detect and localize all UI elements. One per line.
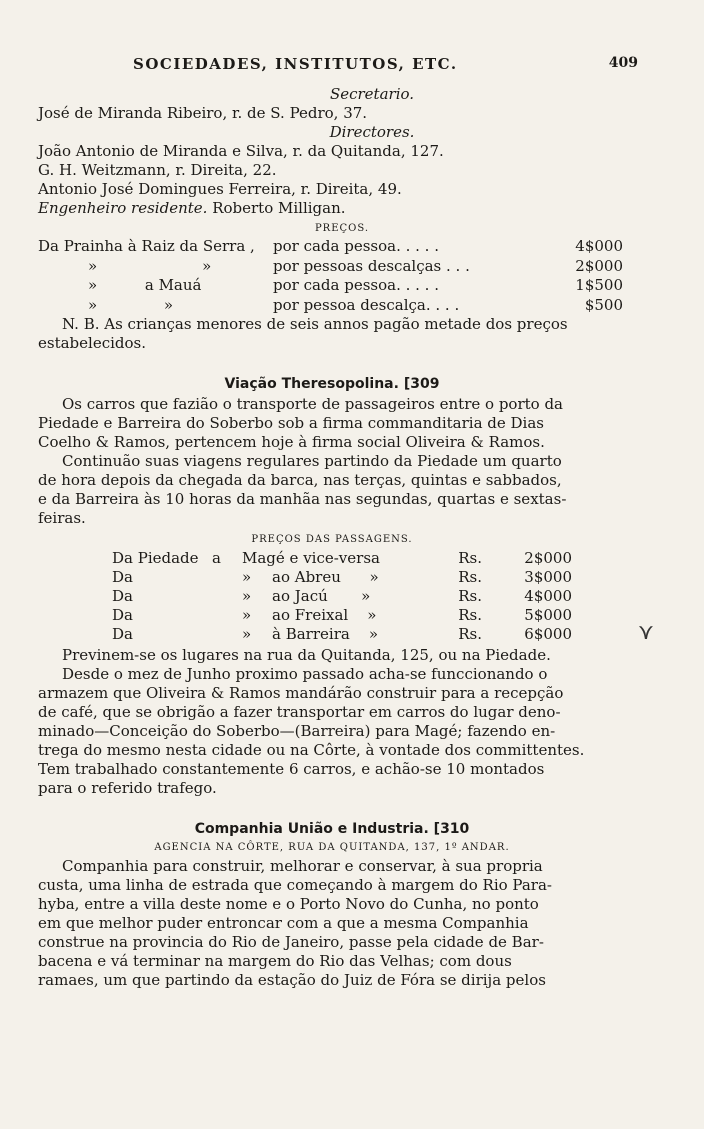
- margin-mark-icon: ⋎: [637, 620, 654, 645]
- secretario-label: Secretario.: [329, 85, 415, 103]
- companhia-agency: AGENCIA NA CÔRTE, RUA DA QUITANDA, 137, 1º ANDAR.: [154, 842, 510, 853]
- engenheiro-label: Engenheiro residente.: [38, 199, 208, 217]
- pass-price: 2$000: [524, 549, 572, 567]
- viacao-paragraph-2: [38, 646, 626, 798]
- secretario-line: José de Miranda Ribeiro, r. de S. Pedro, 37.: [38, 104, 368, 122]
- passagens-label: PREÇOS DAS PASSAGENS.: [251, 534, 413, 545]
- price-row: [38, 237, 626, 257]
- pass-price: 3$000: [524, 568, 572, 586]
- pass-from: Da: [112, 625, 133, 643]
- pass-rs: Rs.: [458, 606, 482, 624]
- nb-line-1: N. B. As crianças menores de seis annos pagão metade dos preços: [62, 315, 568, 333]
- passagem-row: [112, 549, 572, 568]
- viacao-line: Desde o mez de Junho proximo passado acha-se funccionando o: [62, 665, 548, 683]
- viacao-line: Previnem-se os lugares na rua da Quitanda, 125, ou na Piedade.: [62, 646, 551, 664]
- passagem-row: [112, 606, 572, 625]
- pass-prep: »: [242, 606, 252, 624]
- price-row: [38, 276, 626, 296]
- document-page: [38, 55, 638, 990]
- passagem-row: [112, 625, 572, 644]
- price-value: $500: [584, 295, 623, 314]
- pass-dest: ao Abreu »: [272, 568, 379, 586]
- pass-price: 5$000: [524, 606, 572, 624]
- viacao-line: feiras.: [38, 509, 86, 527]
- pass-price: 4$000: [524, 587, 572, 605]
- pass-prep: »: [242, 587, 252, 605]
- viacao-title: Viação Theresopolina. [309: [224, 376, 440, 392]
- price-desc: por cada pessoa. . . . .: [273, 276, 439, 294]
- prices-table: [38, 237, 626, 315]
- viacao-line: minado—Conceição do Soberbo—(Barreira) para Magé; fazendo en-: [38, 722, 556, 740]
- price-desc: por pessoas descalças . . .: [273, 256, 470, 275]
- companhia-title: Companhia União e Industria. [310: [194, 821, 470, 837]
- viacao-line: de café, que se obrigão a fazer transportar em carros do lugar deno-: [38, 703, 561, 721]
- viacao-line: e da Barreira às 10 horas da manhãa nas segundas, quartas e sextas-: [38, 490, 567, 508]
- viacao-line: para o referido trafego.: [38, 779, 217, 797]
- companhia-line: bacena e vá terminar na margem do Rio das Velhas; com dous: [38, 952, 512, 970]
- pass-dest: ao Jacú »: [272, 587, 371, 605]
- price-from: » »: [88, 256, 212, 275]
- price-value: 2$000: [575, 256, 623, 275]
- pass-rs: Rs.: [458, 549, 482, 567]
- pass-prep: a: [212, 549, 221, 567]
- companhia-paragraph: [38, 857, 626, 990]
- pass-from: Da: [112, 606, 133, 624]
- director-3: Antonio José Domingues Ferreira, r. Direita, 49.: [38, 180, 402, 198]
- pass-rs: Rs.: [458, 625, 482, 643]
- page-number: 409: [608, 55, 638, 71]
- pass-from: Da Piedade: [112, 549, 199, 567]
- passagem-row: [112, 587, 572, 606]
- running-header: [38, 55, 638, 85]
- price-desc: por pessoa descalça. . . .: [273, 295, 460, 314]
- director-1: João Antonio de Miranda e Silva, r. da Quitanda, 127.: [38, 142, 444, 160]
- viacao-line: trega do mesmo nesta cidade ou na Côrte, à vontade dos committentes.: [38, 741, 585, 759]
- header-title: SOCIEDADES, INSTITUTOS, ETC.: [133, 55, 458, 73]
- pass-dest: Magé e vice-versa: [242, 549, 380, 567]
- companhia-line: Companhia para construir, melhorar e conservar, à sua propria: [62, 857, 543, 875]
- price-from: Da Prainha à Raiz da Serra ,: [38, 237, 255, 255]
- director-2: G. H. Weitzmann, r. Direita, 22.: [38, 161, 277, 179]
- companhia-line: hyba, entre a villa deste nome e o Porto Novo do Cunha, no ponto: [38, 895, 539, 913]
- directores-label: Directores.: [329, 123, 415, 141]
- companhia-line: em que melhor puder entroncar com a que a mesma Companhia: [38, 914, 529, 932]
- precos-label: PREÇOS.: [314, 223, 370, 234]
- viacao-line: de hora depois da chegada da barca, nas terças, quintas e sabbados,: [38, 471, 562, 489]
- viacao-line: Coelho & Ramos, pertencem hoje à firma social Oliveira & Ramos.: [38, 433, 545, 451]
- nb-line-2: estabelecidos.: [38, 334, 146, 352]
- pass-rs: Rs.: [458, 568, 482, 586]
- price-value: 4$000: [575, 237, 623, 255]
- pass-from: Da: [112, 587, 133, 605]
- price-row: [38, 257, 626, 277]
- pass-dest: à Barreira »: [272, 625, 379, 643]
- viacao-line: armazem que Oliveira & Ramos mandárão construir para a recepção: [38, 684, 564, 702]
- pass-prep: »: [242, 625, 252, 643]
- price-row: [38, 296, 626, 316]
- companhia-line: ramaes, um que partindo da estação do Juiz de Fóra se dirija pelos: [38, 971, 546, 989]
- passagem-row: [112, 568, 572, 587]
- price-value: 1$500: [575, 276, 623, 294]
- viacao-line: Os carros que fazião o transporte de passageiros entre o porto da: [62, 395, 563, 413]
- pass-prep: »: [242, 568, 252, 586]
- viacao-line: Tem trabalhado constantemente 6 carros, e achão-se 10 montados: [38, 760, 545, 778]
- companhia-line: construe na provincia do Rio de Janeiro, passe pela cidade de Bar-: [38, 933, 544, 951]
- price-from: » a Mauá: [88, 276, 202, 294]
- viacao-paragraph: [38, 395, 626, 528]
- companhia-line: custa, uma linha de estrada que começando à margem do Rio Para-: [38, 876, 552, 894]
- pass-rs: Rs.: [458, 587, 482, 605]
- pass-price: 6$000: [524, 625, 572, 643]
- viacao-line: Continuão suas viagens regulares partindo da Piedade um quarto: [62, 452, 562, 470]
- price-desc: por cada pessoa. . . . .: [273, 237, 439, 255]
- pass-from: Da: [112, 568, 133, 586]
- price-from: » »: [88, 295, 174, 314]
- pass-dest: ao Freixal »: [272, 606, 377, 624]
- passagens-table: [112, 549, 572, 644]
- engenheiro-name: Roberto Milligan.: [212, 199, 346, 217]
- viacao-line: Piedade e Barreira do Soberbo sob a firma commanditaria de Dias: [38, 414, 544, 432]
